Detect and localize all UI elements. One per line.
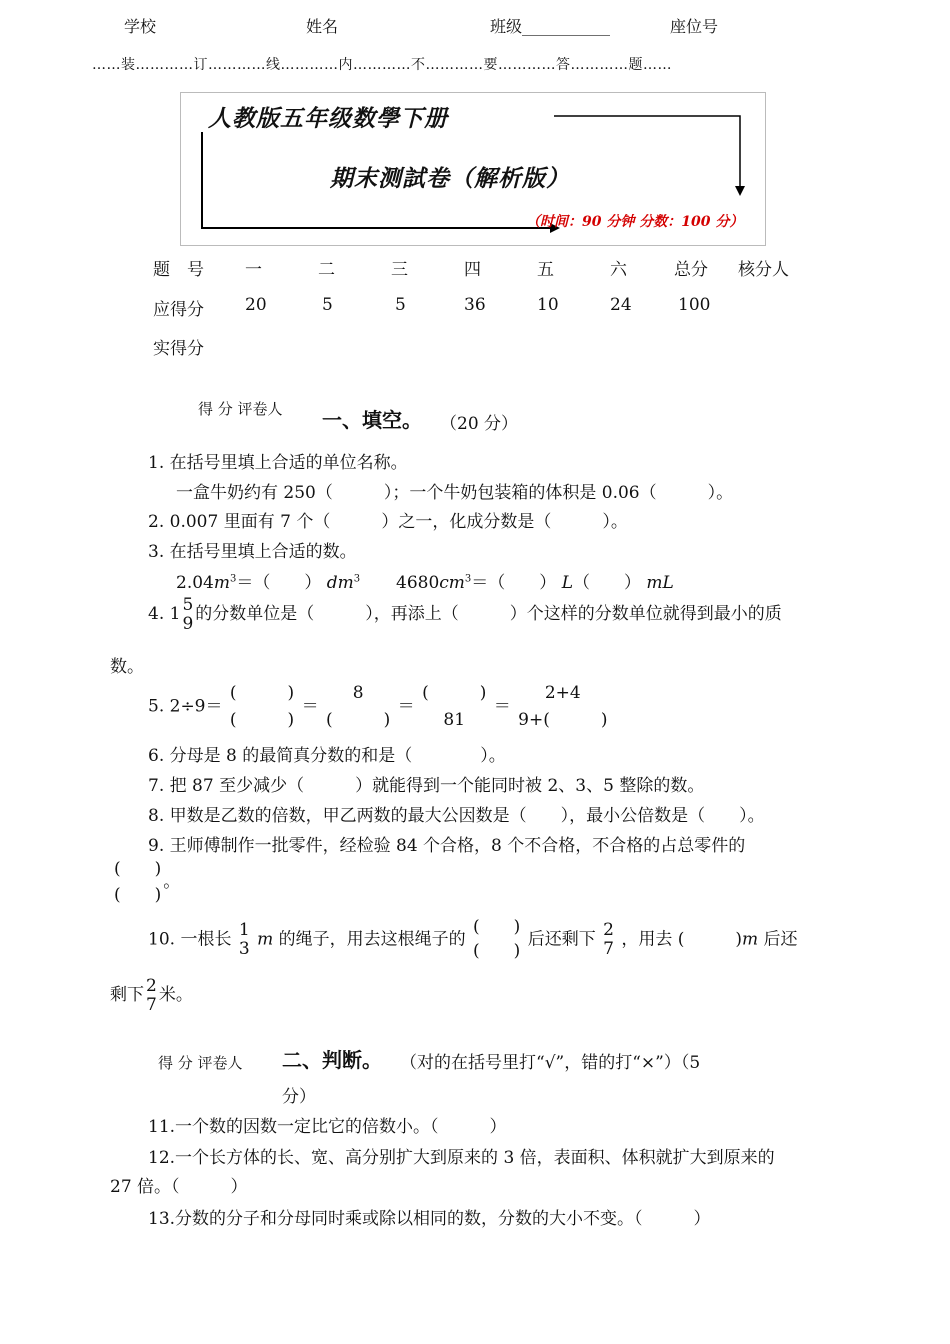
question-6: 6. 分母是 8 的最简真分数的和是（ ）。: [148, 746, 506, 766]
name-label: 姓名: [306, 17, 339, 36]
question-1b: 一盒牛奶约有 250（ ）；一个牛奶包装箱的体积是 0.06（ ）。: [176, 483, 734, 503]
table-cell: 二: [318, 260, 335, 280]
table-cell: 5: [395, 295, 406, 315]
question-8: 8. 甲数是乙数的倍数，甲乙两数的最大公因数是（ ），最小公倍数是（ ）。: [148, 806, 765, 826]
table-cell: 五: [537, 260, 554, 280]
section-points: （20 分）: [440, 414, 519, 434]
question-13: 13.分数的分子和分母同时乘或除以相同的数，分数的大小不变。（ ）: [148, 1209, 711, 1229]
question-12-cont: 27 倍。（ ）: [110, 1177, 248, 1197]
title-line2: 期末测試卷（解析版）: [330, 165, 570, 192]
question-7: 7. 把 87 至少减少（ ）就能得到一个能同时被 2、3、5 整除的数。: [148, 776, 705, 796]
question-3: 3. 在括号里填上合适的数。: [148, 542, 357, 562]
class-label: 班级___________: [490, 17, 611, 36]
section-title: 一、填空。: [322, 408, 422, 432]
table-cell: 24: [610, 295, 632, 315]
seat-label: 座位号: [670, 17, 719, 36]
table-cell: 六: [610, 260, 627, 280]
table-cell: 核分人: [738, 260, 789, 280]
table-cell: 20: [245, 295, 267, 315]
table-cell: 四: [464, 260, 481, 280]
question-3a: $2.04m^3=$（ ） $dm^3$: [176, 573, 361, 593]
grader-label: 得 分 评卷人: [198, 400, 283, 418]
question-10-cont: 剩下 2 7 米。: [110, 976, 193, 1015]
table-cell: 10: [537, 295, 559, 315]
grader-label: 得 分 评卷人: [158, 1054, 243, 1072]
question-11: 11.一个数的因数一定比它的倍数小。（ ）: [148, 1117, 507, 1137]
table-cell: 100: [678, 295, 711, 315]
school-label: 学校: [124, 17, 157, 36]
question-5: 5. 2÷9＝ ( ) ( ) ＝ 8 ( ) ＝ ( ) 81 ＝ 2+4 9+( ): [148, 683, 608, 731]
table-cell: 题 号: [153, 260, 204, 280]
section-title: 二、判断。: [282, 1048, 382, 1072]
question-9-answer: ( ) ( ) 。: [114, 859, 181, 905]
question-1: 1. 在括号里填上合适的单位名称。: [148, 453, 408, 473]
section-desc: （对的在括号里打“√”，错的打“×”）（5: [400, 1053, 701, 1073]
question-9: 9. 王师傅制作一批零件，经检验 84 个合格，8 个不合格，不合格的占总零件的: [148, 836, 746, 856]
table-cell: 一: [245, 260, 262, 280]
section-desc-cont: 分）: [282, 1087, 316, 1107]
question-4-cont: 数。: [110, 657, 144, 677]
table-cell: 应得分: [153, 300, 204, 320]
table-cell: 5: [322, 295, 333, 315]
question-2: 2. 0.007 里面有 7 个（ ）之一，化成分数是（ ）。: [148, 512, 628, 532]
question-3b: $4680cm^3=$（ ） L（ ） mL: [396, 573, 674, 593]
question-10: 10. 一根长 1 3 m 的绳子，用去这根绳子的 ( ) ( ) 后还剩下 2 7 ，用去 ( )m 后还: [148, 917, 798, 961]
question-4: 4. 1 5 9 的分数单位是（ ），再添上（ ）个这样的分数单位就得到最小的质: [148, 595, 782, 634]
question-12: 12.一个长方体的长、宽、高分别扩大到原来的 3 倍，表面积、体积就扩大到原来的: [148, 1148, 775, 1168]
table-cell: 实得分: [153, 339, 204, 359]
title-line3: （时间：90 分钟 分数：100 分）: [526, 214, 744, 230]
binding-line: ……装…………订…………线…………内…………不…………要…………答…………题……: [92, 57, 672, 73]
table-cell: 总分: [674, 260, 708, 280]
table-cell: 36: [464, 295, 486, 315]
title-line1: 人教版五年级数學下册: [208, 105, 448, 132]
table-cell: 三: [391, 260, 408, 280]
